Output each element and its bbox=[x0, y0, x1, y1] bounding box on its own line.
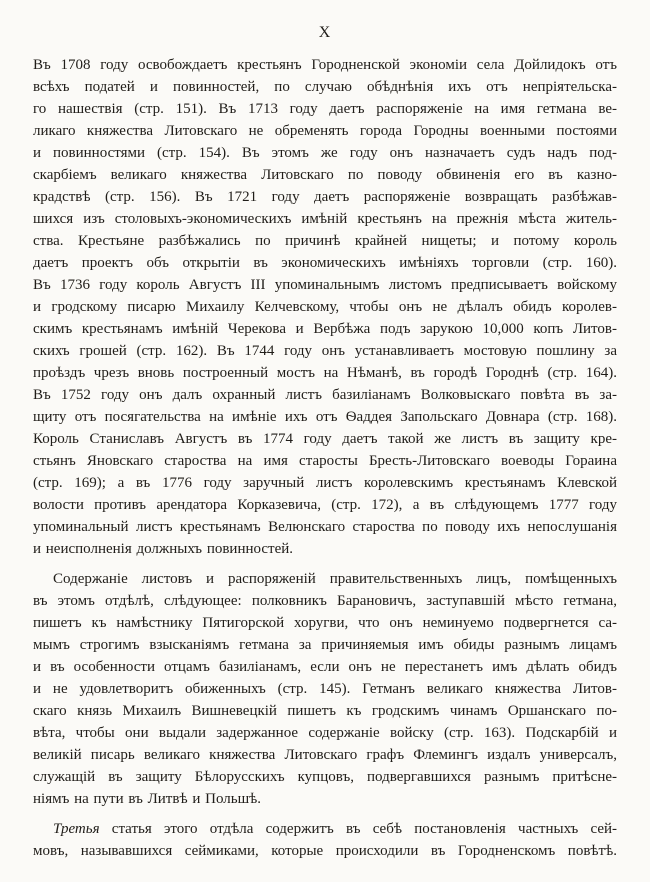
text-block bbox=[33, 54, 617, 870]
text-line: ніямъ на пути въ Литвѣ и Польшѣ. bbox=[33, 791, 262, 807]
page-number: X bbox=[318, 24, 332, 41]
paragraph bbox=[33, 568, 617, 810]
text-line: Въ 1708 году освобождаетъ крестьянъ Городненской экономіи села Дойлидокъ отъ bbox=[33, 57, 617, 73]
text-line: великій писарь великаго княжества Литовскаго графъ Флемингъ издалъ универсалъ, bbox=[33, 747, 617, 763]
text-line: и неисполненія должныхъ повинностей. bbox=[33, 541, 294, 557]
text-line: мовъ, называвшихся сеймиками, которые происходили въ Городненскомъ повѣтѣ. bbox=[33, 843, 617, 859]
italic-lead-word: Третья bbox=[53, 821, 100, 837]
text-line: скарбіемъ великаго княжества Литовскаго по поводу обвиненія его въ казно- bbox=[33, 167, 617, 183]
text-line: волости противъ арендатора Корказевича, (стр. 172), а въ слѣдующемъ 1777 году bbox=[33, 497, 617, 513]
text-line: мымъ строгимъ взысканіямъ гетмана за причиняемыя имъ обиды разнымъ лицамъ bbox=[33, 637, 617, 653]
text-line: пишетъ къ намѣстнику Пятигорской хоругви, что онъ неминуемо подвергнется са- bbox=[33, 615, 617, 631]
text-line: скаго князь Михаилъ Вишневецкій пишетъ къ гродскимъ чинамъ Оршанскаго по- bbox=[33, 703, 617, 719]
paragraph bbox=[33, 54, 617, 560]
text-line: и въ особенности отцамъ базиліанамъ, если онъ не перестанетъ имъ дѣлать обидъ bbox=[33, 659, 617, 675]
text-line: ликаго княжества Литовскаго не обременять города Городны военными постоями bbox=[33, 123, 617, 139]
paragraph bbox=[33, 818, 617, 862]
text-line: упоминальный листъ крестьянамъ Велюнскаго староства по поводу ихъ непослушанія bbox=[33, 519, 617, 535]
text-line: скимъ крестьянамъ имѣній Черекова и Вербѣжа подъ зарукою 10,000 копъ Литов- bbox=[33, 321, 617, 337]
text-line: даетъ проектъ объ открытіи въ экономическихъ имѣніяхъ торговли (стр. 160). bbox=[33, 255, 617, 271]
text-line: стьянъ Яновскаго староства на имя старосты Бресть-Литовскаго воеводы Гораина bbox=[33, 453, 617, 469]
text-line: и гродскому писарю Михаилу Келчевскому, чтобы онъ не дѣлалъ обидъ королев- bbox=[33, 299, 617, 315]
text-line: щиту отъ посягательства на имѣніе ихъ отъ Ѳаддея Запольскаго Довнара (стр. 168). bbox=[33, 409, 617, 425]
text-line: шихся изъ столовыхъ-экономическихъ имѣній крестьянъ на прежнія мѣста житель- bbox=[33, 211, 617, 227]
text-line: Въ 1736 году король Августъ III упоминальнымъ листомъ предписываетъ войскому bbox=[33, 277, 617, 293]
text-line: и повинностями (стр. 154). Въ этомъ же году онъ назначаетъ судъ надъ под- bbox=[33, 145, 617, 161]
text-line: (стр. 169); а въ 1776 году заручный листъ королевскимъ крестьянамъ Клевской bbox=[33, 475, 617, 491]
text-line: крадствѣ (стр. 156). Въ 1721 году даетъ распоряженіе возвращать разбѣжав- bbox=[33, 189, 617, 205]
text-line: го нашествія (стр. 151). Въ 1713 году даетъ распоряженіе на имя гетмана ве- bbox=[33, 101, 617, 117]
text-line: всѣхъ податей и повинностей, по случаю обѣднѣнія ихъ отъ непріятельска- bbox=[33, 79, 617, 95]
text-line: скихъ грошей (стр. 162). Въ 1744 году онъ устанавливаетъ мостовую пошлину за bbox=[33, 343, 617, 359]
text-line: Король Станиславъ Августъ въ 1774 году даетъ такой же листъ въ защиту кре- bbox=[33, 431, 617, 447]
text-line: Содержаніе листовъ и распоряженій правительственныхъ лицъ, помѣщенныхъ bbox=[53, 571, 617, 587]
text-line: ства. Крестьяне разбѣжались по причинѣ крайней нищеты; и потому король bbox=[33, 233, 617, 249]
text-line: и не удовлетворитъ обиженныхъ (стр. 145). Гетманъ великаго княжества Литов- bbox=[33, 681, 617, 697]
text-line: Въ 1752 году онъ далъ охранный листъ базиліанамъ Волковыскаго повѣта въ за- bbox=[33, 387, 617, 403]
text-line: служащій въ защиту Бѣлорусскихъ купцовъ, подвергавшихся разнымъ притѣсне- bbox=[33, 769, 617, 785]
text-line: въ этомъ отдѣлѣ, слѣдующее: полковникъ Барановичъ, заступавшій мѣсто гетмана, bbox=[33, 593, 617, 609]
text-line: Третья статья этого отдѣла содержитъ въ себѣ постановленія частныхъ сей- bbox=[53, 821, 617, 837]
text-line: проѣздъ чрезъ вновь построенный мостъ на Нѣманѣ, въ городѣ Городнѣ (стр. 164). bbox=[33, 365, 617, 381]
text-line: вѣта, чтобы они выдали задержанное содержаніе войску (стр. 163). Подскарбій и bbox=[33, 725, 617, 741]
